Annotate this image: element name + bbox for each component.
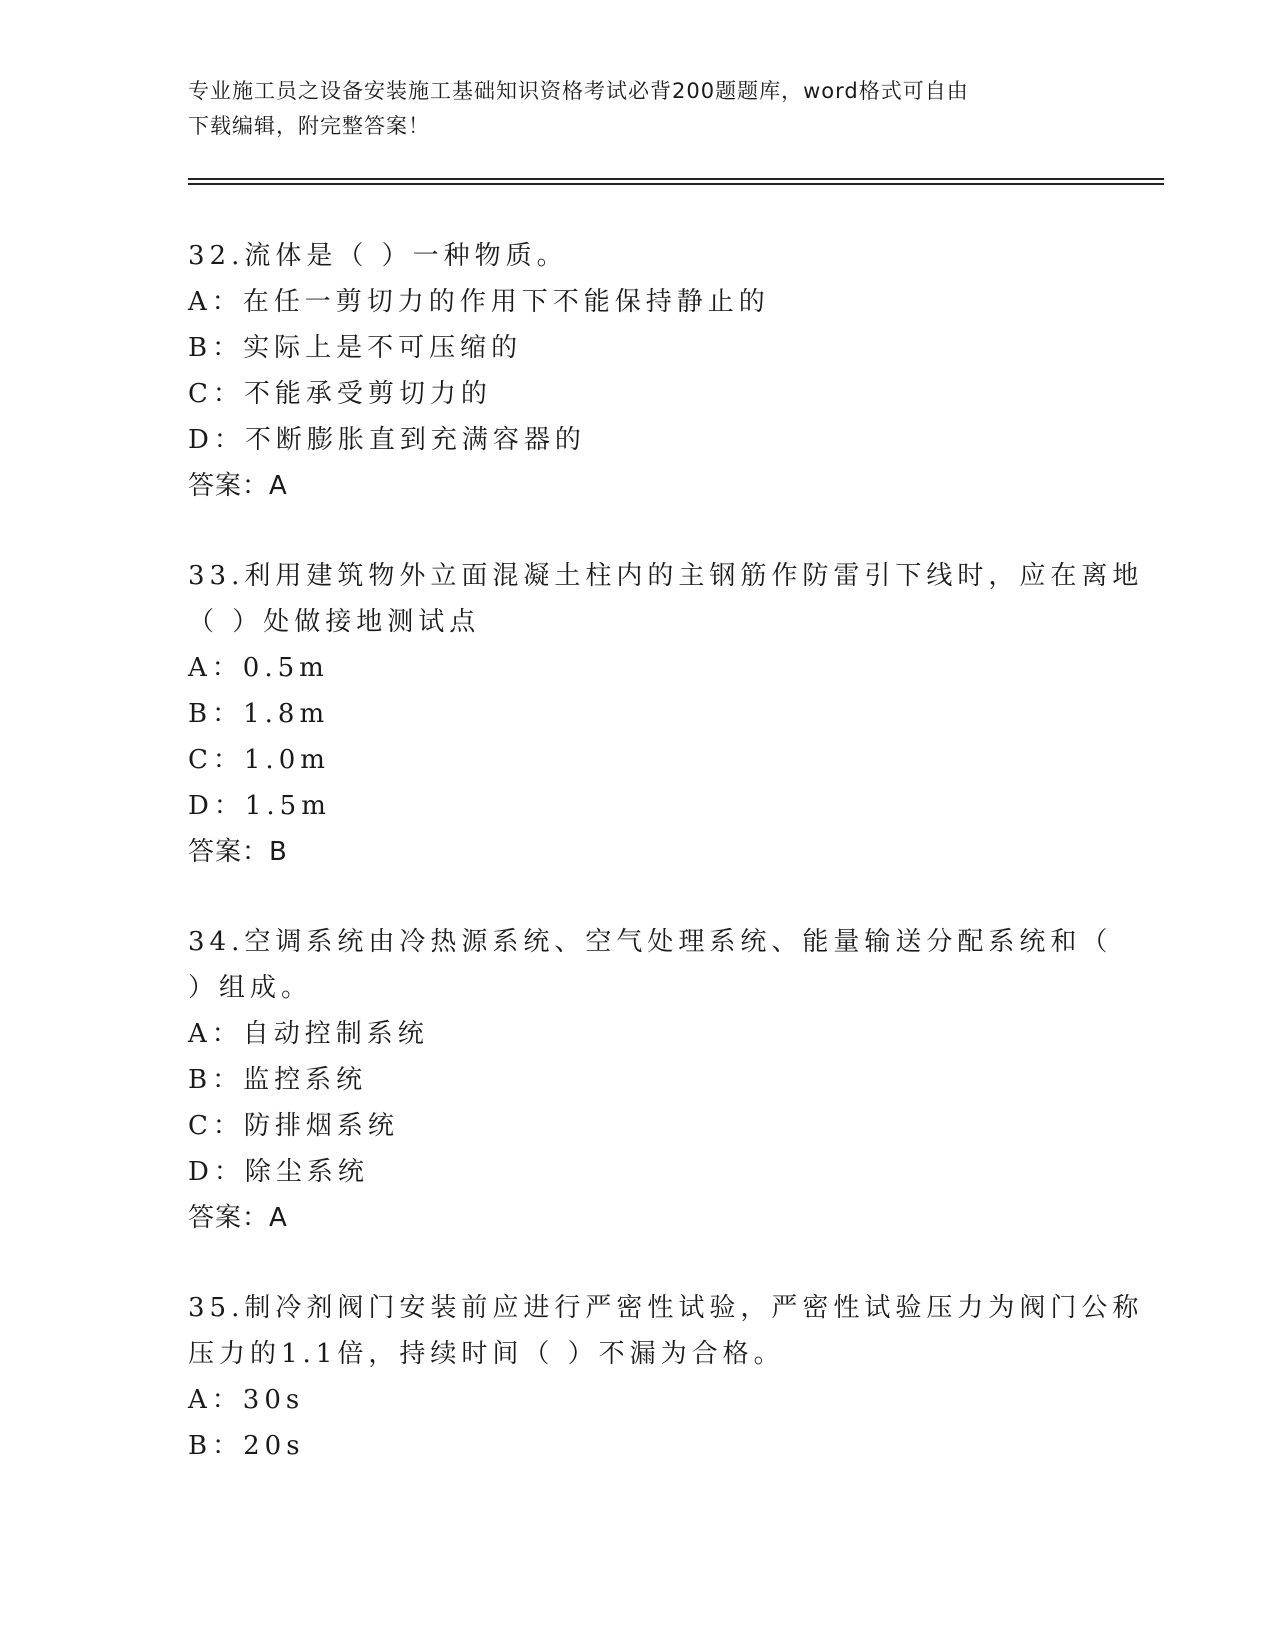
header-rule-top [188, 178, 1164, 180]
option-b: B：实际上是不可压缩的 [188, 333, 523, 363]
document-header [188, 74, 1088, 144]
option-d: D：不断膨胀直到充满容器的 [188, 425, 586, 455]
header-line-2: 下载编辑，附完整答案！ [188, 114, 430, 138]
header-line-1: 专业施工员之设备安装施工基础知识资格考试必背200题题库，word格式可自由 [188, 79, 969, 103]
question-stem: 33.利用建筑物外立面混凝土柱内的主钢筋作防雷引下线时，应在离地 [188, 561, 1144, 591]
question-stem: 32.流体是（ ）一种物质。 [188, 241, 568, 271]
option-b: B：1.8m [188, 699, 330, 729]
option-c: C：防排烟系统 [188, 1111, 399, 1141]
question-35 [188, 1285, 1144, 1469]
question-stem-continued: ）组成。 [188, 973, 313, 1003]
option-a: A：在任一剪切力的作用下不能保持静止的 [188, 287, 770, 317]
option-d: D：1.5m [188, 791, 331, 821]
question-stem: 35.制冷剂阀门安装前应进行严密性试验，严密性试验压力为阀门公称 [188, 1293, 1144, 1323]
question-32 [188, 233, 1088, 509]
header-rule-bottom [188, 183, 1164, 185]
answer: 答案：B [188, 837, 288, 867]
answer: 答案：A [188, 1203, 288, 1233]
option-d: D：除尘系统 [188, 1157, 369, 1187]
question-34 [188, 919, 1113, 1241]
question-stem-continued: （ ）处做接地测试点 [188, 607, 481, 637]
question-list [188, 233, 1144, 1469]
option-a: A：0.5m [188, 653, 329, 683]
option-a: A：30s [188, 1385, 305, 1415]
question-stem: 34.空调系统由冷热源系统、空气处理系统、能量输送分配系统和（ [188, 927, 1113, 957]
question-33 [188, 553, 1144, 875]
question-stem-continued: 压力的1.1倍，持续时间（ ）不漏为合格。 [188, 1339, 785, 1369]
answer: 答案：A [188, 471, 288, 501]
option-c: C：1.0m [188, 745, 330, 775]
option-b: B：20s [188, 1431, 305, 1461]
option-a: A：自动控制系统 [188, 1019, 429, 1049]
option-c: C：不能承受剪切力的 [188, 379, 492, 409]
option-b: B：监控系统 [188, 1065, 368, 1095]
